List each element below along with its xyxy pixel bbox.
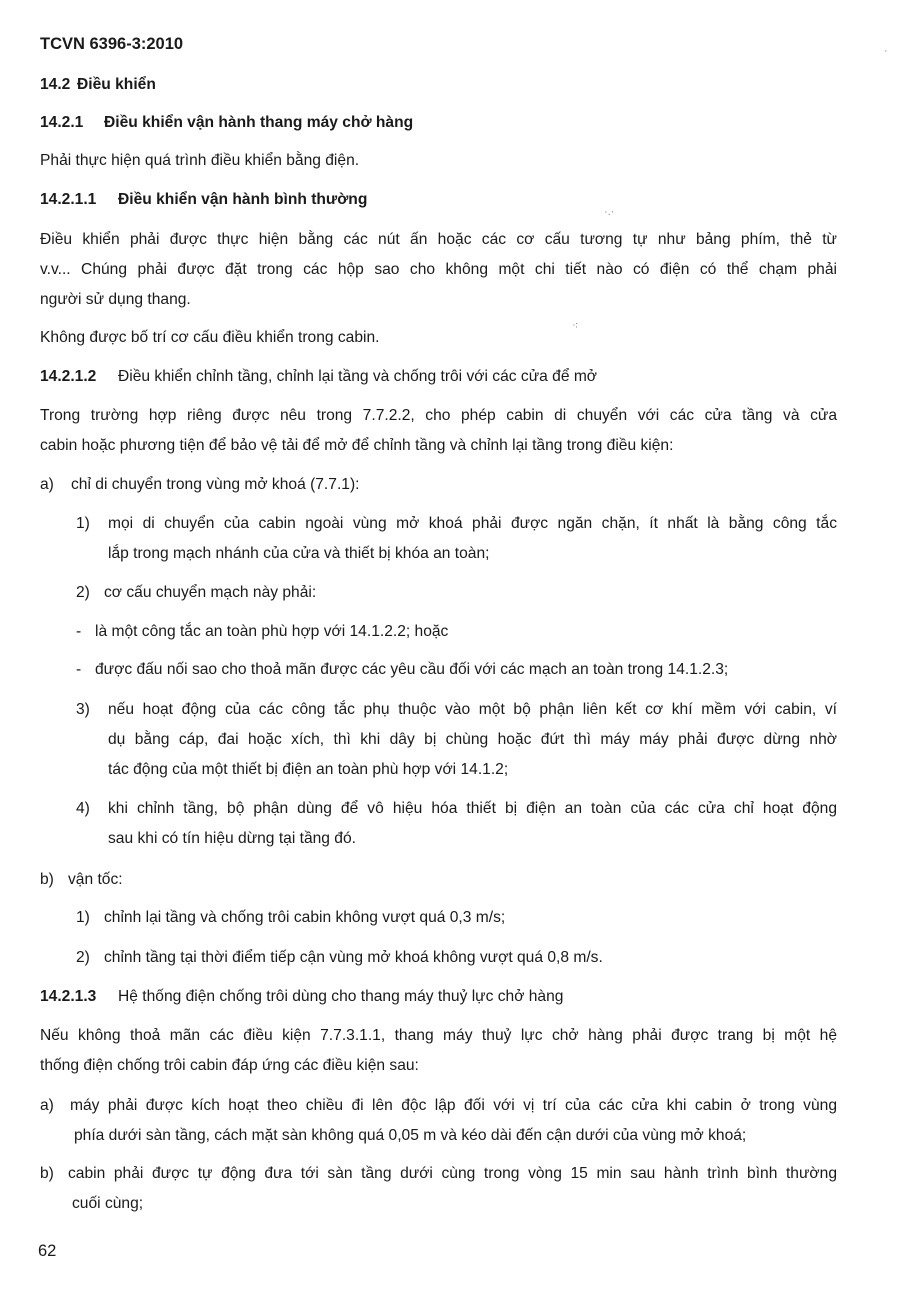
section-14-2-1-title: Điều khiển vận hành thang máy chở hàng xyxy=(104,114,414,131)
page-number: 62 xyxy=(38,1242,57,1260)
list-item-line: phía dưới sàn tầng, cách mặt sàn không quá 0,05 m và kéo dài đến cận dưới của vùng mở khoá; xyxy=(74,1127,747,1144)
list-item: chỉnh lại tầng và chống trôi cabin không vượt quá 0,3 m/s; xyxy=(104,909,506,926)
list-item-line: mọi di chuyển của cabin ngoài vùng mở khoá phải được ngăn chặn, ít nhất là bằng công tắc xyxy=(108,515,837,532)
list-item-line: lắp trong mạch nhánh của cửa và thiết bị khóa an toàn; xyxy=(108,545,490,562)
list-number: 4) xyxy=(76,800,90,817)
list-item: chỉnh tầng tại thời điểm tiếp cận vùng mở khoá không vượt quá 0,8 m/s. xyxy=(104,949,603,966)
paragraph-line: Điều khiển phải được thực hiện bằng các nút ấn hoặc các cơ cấu tương tự như bảng phím, thẻ từ xyxy=(40,231,837,248)
section-14-2-1-1-title: Điều khiển vận hành bình thường xyxy=(118,191,368,208)
list-item-line: nếu hoạt động của các công tắc phụ thuộc vào một bộ phận liên kết cơ khí mềm với cabin, ví xyxy=(108,701,837,718)
section-14-2-1-number: 14.2.1 xyxy=(40,114,84,131)
list-item-line: sau khi có tín hiệu dừng tại tầng đó. xyxy=(108,830,356,847)
scan-speck-icon: · xyxy=(884,45,888,57)
scan-speck-icon: ⁖ xyxy=(572,320,579,332)
list-number: 1) xyxy=(76,515,90,532)
list-item-line: khi chỉnh tầng, bộ phận dùng để vô hiệu hóa thiết bị điện an toàn của các cửa chỉ hoạt động xyxy=(108,800,837,817)
paragraph-line: Trong trường hợp riêng được nêu trong 7.7.2.2, cho phép cabin di chuyển với các cửa tầng và cửa xyxy=(40,407,837,424)
list-item: cơ cấu chuyển mạch này phải: xyxy=(104,584,317,601)
paragraph: Không được bố trí cơ cấu điều khiển trong cabin. xyxy=(40,329,380,346)
dash-bullet: - xyxy=(76,661,82,678)
scan-speck-icon: ·.· xyxy=(604,206,615,218)
list-item-b: vận tốc: xyxy=(68,871,123,888)
section-14-2-1-2-title: Điều khiển chỉnh tầng, chỉnh lại tầng và chống trôi với các cửa để mở xyxy=(118,368,598,385)
standard-code: TCVN 6396-3:2010 xyxy=(40,35,184,53)
section-14-2-number: 14.2 xyxy=(40,76,71,93)
list-number: 2) xyxy=(76,584,90,601)
list-item-a: chỉ di chuyển trong vùng mở khoá (7.7.1): xyxy=(71,476,360,493)
list-item-line: cuối cùng; xyxy=(72,1195,144,1212)
list-label-a: a) xyxy=(40,476,54,493)
section-14-2-1-3-title: Hệ thống điện chống trôi dùng cho thang máy thuỷ lực chở hàng xyxy=(118,988,564,1005)
paragraph-line: thống điện chống trôi cabin đáp ứng các điều kiện sau: xyxy=(40,1057,419,1074)
list-item-line: máy phải được kích hoạt theo chiều đi lên độc lập đối với vị trí của các cửa khi cabin ở trong vùng xyxy=(70,1097,837,1114)
list-item-line: cabin phải được tự động đưa tới sàn tầng dưới cùng trong vòng 15 min sau hành trình bình thường xyxy=(68,1165,837,1182)
dash-item: là một công tắc an toàn phù hợp với 14.1.2.2; hoặc xyxy=(95,623,449,640)
dash-item: được đấu nối sao cho thoả mãn được các yêu cầu đối với các mạch an toàn trong 14.1.2.3; xyxy=(95,661,729,678)
paragraph-line: cabin hoặc phương tiện để bảo vệ tải để mở để chỉnh tầng và chỉnh lại tầng trong điều kiện: xyxy=(40,437,674,454)
list-label-b: b) xyxy=(40,1165,54,1182)
list-number: 1) xyxy=(76,909,90,926)
paragraph-line: Nếu không thoả mãn các điều kiện 7.7.3.1.1, thang máy thuỷ lực chở hàng phải được trang bị một hệ xyxy=(40,1027,837,1044)
paragraph-line: v.v... Chúng phải được đặt trong các hộp sao cho không một chi tiết nào có điện có thể chạm phải xyxy=(40,261,837,278)
section-14-2-1-3-number: 14.2.1.3 xyxy=(40,988,97,1005)
section-14-2-1-paragraph: Phải thực hiện quá trình điều khiển bằng điện. xyxy=(40,152,360,169)
list-number: 3) xyxy=(76,701,90,718)
list-item-line: tác động của một thiết bị điện an toàn phù hợp với 14.1.2; xyxy=(108,761,509,778)
dash-bullet: - xyxy=(76,623,82,640)
paragraph-line: người sử dụng thang. xyxy=(40,291,191,308)
list-label-a: a) xyxy=(40,1097,54,1114)
list-item-line: dụ bằng cáp, đai hoặc xích, thì khi dây bị chùng hoặc đứt thì máy máy phải được dừng nhờ xyxy=(108,731,837,748)
list-label-b: b) xyxy=(40,871,54,888)
list-number: 2) xyxy=(76,949,90,966)
section-14-2-1-2-number: 14.2.1.2 xyxy=(40,368,97,385)
section-14-2-title: Điều khiển xyxy=(77,76,156,93)
section-14-2-1-1-number: 14.2.1.1 xyxy=(40,191,97,208)
